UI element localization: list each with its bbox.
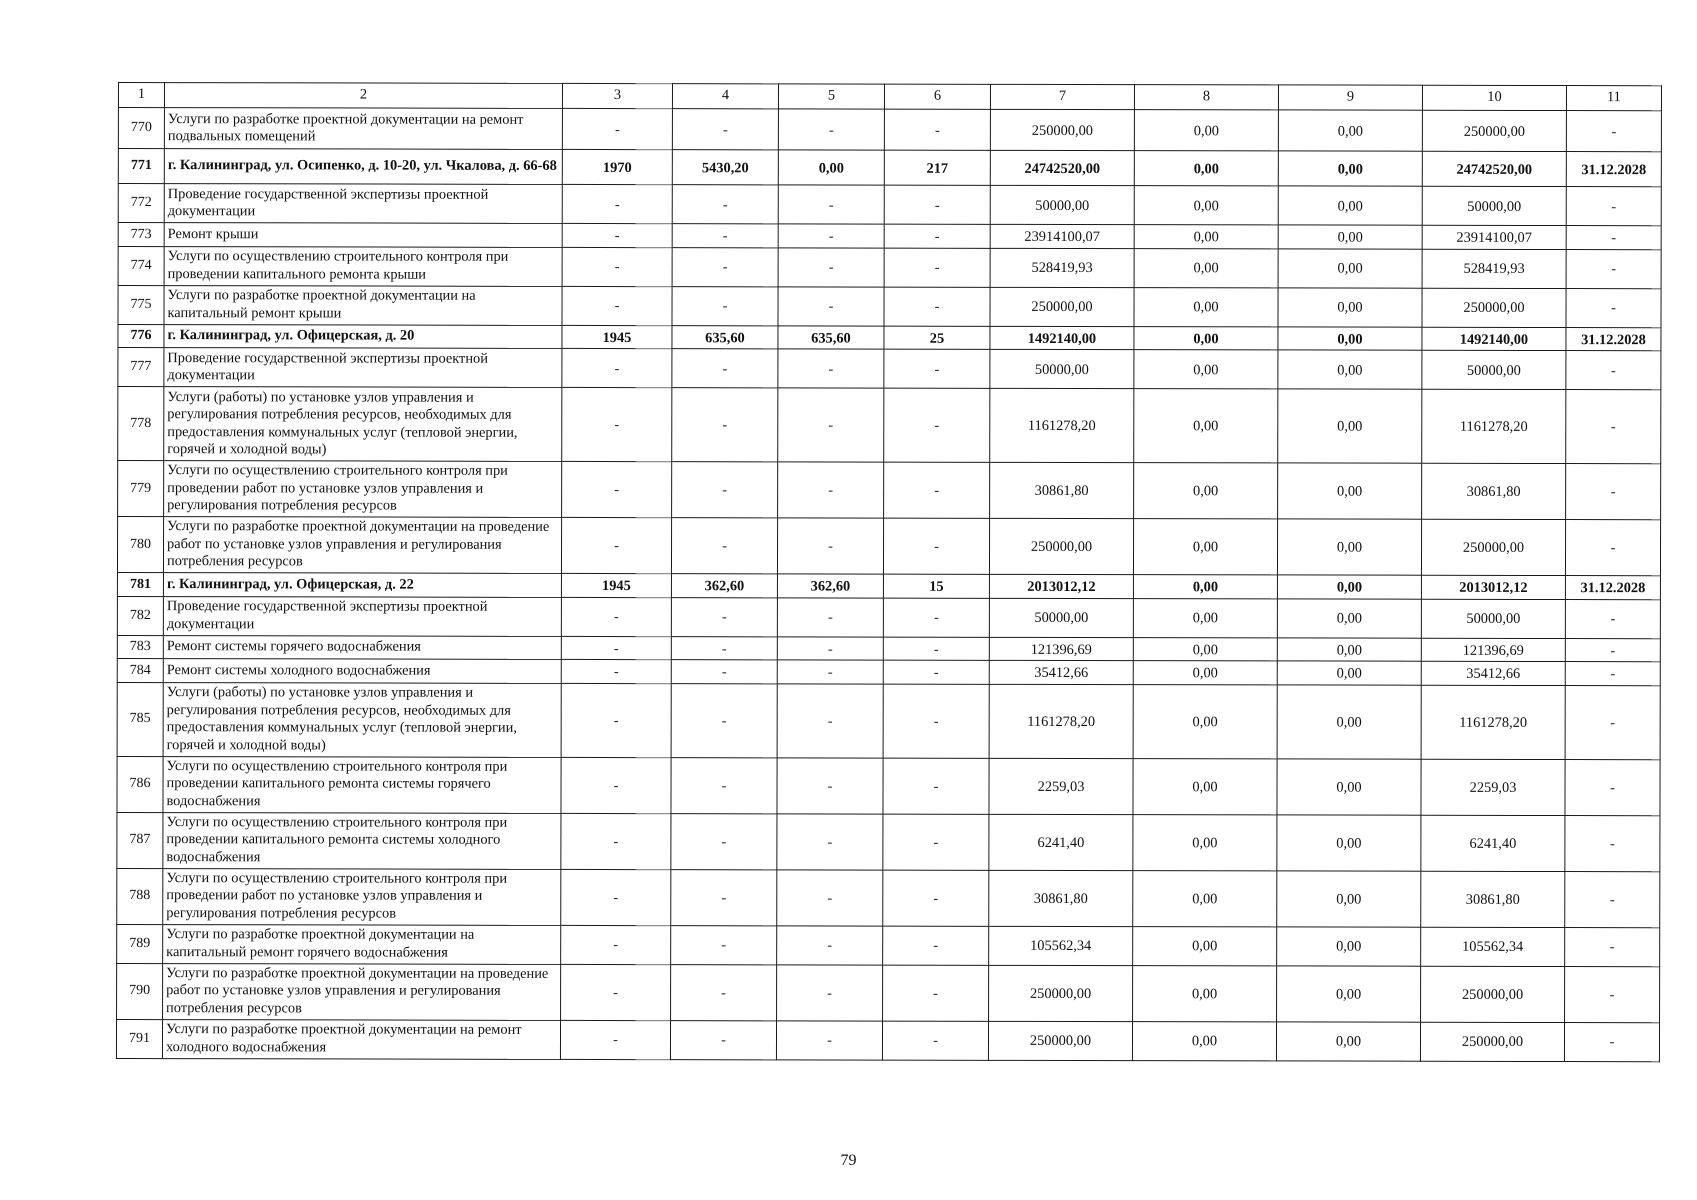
cost-total-cell: 1492140,00 [990, 326, 1134, 350]
cost-budget-cell: 0,00 [1277, 598, 1421, 637]
year-cell: - [561, 964, 671, 1020]
year-cell: - [562, 184, 672, 223]
deadline-cell: - [1565, 966, 1660, 1022]
cost-total-cell: 2013012,12 [989, 574, 1133, 598]
cost-budget-cell: 0,00 [1277, 684, 1421, 758]
year-cell: 1945 [562, 325, 672, 349]
item-name-cell: Услуги по разработке проектной документации на проведение работ по установке узлов управления и регулирования потребления ресурсов [163, 963, 561, 1020]
area-living-cell: - [778, 388, 884, 462]
table-body [116, 108, 1661, 1062]
deadline-cell: - [1566, 288, 1661, 327]
cost-budget-cell: 0,00 [1278, 186, 1422, 225]
row-number-cell: 790 [117, 963, 163, 1019]
cost-fund-cell: 0,00 [1133, 637, 1277, 661]
area-total-cell: - [671, 813, 777, 869]
cost-total-cell: 50000,00 [989, 598, 1133, 637]
area-total-cell: 5430,20 [672, 150, 778, 185]
area-total-cell: - [671, 518, 777, 574]
cost-fund-cell: 0,00 [1133, 519, 1277, 575]
row-number-cell: 773 [118, 223, 164, 247]
deadline-cell: - [1566, 249, 1661, 288]
cost-fund-cell: 0,00 [1133, 575, 1277, 599]
address-row [118, 149, 1661, 187]
table-row [117, 756, 1660, 815]
cost-total-cell: 24742520,00 [990, 150, 1134, 185]
area-living-cell: - [777, 518, 883, 574]
residents-cell: - [883, 684, 989, 758]
table-row [117, 812, 1660, 871]
year-cell: - [561, 925, 671, 964]
area-living-cell: 362,60 [777, 574, 883, 598]
item-name-cell: Ремонт системы горячего водоснабжения [163, 635, 561, 659]
cost-budget-cell: 0,00 [1278, 248, 1422, 287]
year-cell: - [562, 223, 672, 247]
row-number-cell: 782 [117, 596, 163, 635]
area-total-cell: - [672, 462, 778, 518]
year-cell: - [560, 1020, 670, 1059]
cost-owners-cell: 250000,00 [1422, 110, 1566, 151]
table-row [118, 108, 1661, 152]
deadline-cell: - [1565, 662, 1660, 686]
item-name-cell: Проведение государственной экспертизы проектной документации [163, 596, 561, 636]
area-living-cell: - [778, 462, 884, 518]
residents-cell: 25 [884, 326, 990, 350]
area-total-cell: 362,60 [671, 574, 777, 598]
residents-cell: - [883, 660, 989, 684]
year-cell: - [562, 108, 672, 149]
area-living-cell: - [778, 349, 884, 388]
deadline-cell: - [1565, 599, 1660, 638]
column-header-4: 4 [672, 84, 778, 109]
row-number-cell: 776 [118, 324, 164, 348]
cost-owners-cell: 50000,00 [1422, 186, 1566, 225]
residents-cell: - [884, 388, 990, 462]
area-living-cell: - [777, 964, 883, 1020]
area-living-cell: 0,00 [778, 150, 884, 185]
area-total-cell: - [671, 660, 777, 684]
item-name-cell: Услуги по разработке проектной документации на проведение работ по установке узлов управления и регулирования потребления ресурсов [163, 517, 561, 574]
residents-cell: - [884, 224, 990, 248]
cost-owners-cell: 2013012,12 [1421, 575, 1565, 599]
residents-cell: - [884, 185, 990, 224]
column-header-1: 1 [118, 83, 164, 108]
cost-total-cell: 250000,00 [990, 109, 1134, 150]
cost-fund-cell: 0,00 [1133, 598, 1277, 637]
residents-cell: - [884, 287, 990, 326]
item-name-cell: г. Калининград, ул. Офицерская, д. 20 [164, 324, 562, 348]
cost-budget-cell: 0,00 [1277, 814, 1421, 870]
column-header-8: 8 [1134, 85, 1278, 110]
table-row [118, 348, 1661, 390]
area-total-cell: - [671, 757, 777, 813]
residents-cell: - [883, 758, 989, 814]
cost-owners-cell: 24742520,00 [1422, 151, 1566, 186]
area-total-cell: - [671, 925, 777, 964]
area-total-cell: - [672, 247, 778, 286]
deadline-cell: - [1566, 351, 1661, 390]
table-row [117, 868, 1660, 927]
deadline-cell: 31.12.2028 [1566, 152, 1661, 187]
deadline-cell: 31.12.2028 [1566, 327, 1661, 351]
row-number-cell: 770 [118, 108, 164, 149]
deadline-cell: - [1565, 927, 1660, 966]
residents-cell: - [883, 965, 989, 1021]
cost-total-cell: 30861,80 [990, 462, 1134, 518]
area-total-cell: - [671, 869, 777, 925]
cost-budget-cell: 0,00 [1277, 637, 1421, 661]
cost-fund-cell: 0,00 [1134, 151, 1278, 186]
cost-total-cell: 1161278,20 [990, 388, 1134, 462]
deadline-cell: - [1566, 226, 1661, 250]
residents-cell: 15 [883, 574, 989, 598]
row-number-cell: 778 [118, 387, 164, 461]
row-number-cell: 784 [117, 658, 163, 682]
residents-cell: - [884, 349, 990, 388]
row-number-cell: 785 [117, 682, 163, 756]
residents-cell: - [884, 248, 990, 287]
cost-fund-cell: 0,00 [1134, 350, 1278, 389]
cost-fund-cell: 0,00 [1134, 463, 1278, 519]
area-living-cell: - [778, 109, 884, 150]
deadline-cell: - [1565, 638, 1660, 662]
item-name-cell: Услуги (работы) по установке узлов управления и регулирования потребления ресурсов, необходимых для предоставления коммунальных услуг (тепловой энергии, горячей и холодной воды) [164, 387, 562, 462]
row-number-cell: 779 [118, 461, 164, 517]
table-row [118, 246, 1661, 288]
row-number-cell: 787 [117, 812, 163, 868]
area-living-cell: - [777, 683, 883, 757]
area-total-cell: - [672, 388, 778, 462]
deadline-cell: - [1566, 390, 1661, 464]
cost-fund-cell: 0,00 [1134, 248, 1278, 287]
table-row [118, 461, 1661, 520]
cost-total-cell: 250000,00 [988, 1021, 1132, 1060]
cost-owners-cell: 6241,40 [1421, 815, 1565, 871]
deadline-cell: - [1564, 1022, 1659, 1061]
item-name-cell: Услуги по осуществлению строительного контроля при проведении капитального ремонта системы горячего водоснабжения [163, 756, 561, 813]
item-name-cell: Услуги по разработке проектной документации на ремонт подвальных помещений [164, 108, 562, 150]
table-row [117, 682, 1660, 759]
area-total-cell: - [672, 349, 778, 388]
row-number-cell: 783 [117, 635, 163, 659]
cost-owners-cell: 1161278,20 [1421, 685, 1565, 759]
area-living-cell: - [778, 286, 884, 325]
cost-total-cell: 105562,34 [989, 926, 1133, 965]
year-cell: - [562, 247, 672, 286]
row-number-cell: 774 [118, 246, 164, 285]
item-name-cell: Услуги по разработке проектной документации на ремонт холодного водоснабжения [162, 1019, 560, 1059]
area-total-cell: - [671, 964, 777, 1020]
cost-fund-cell: 0,00 [1132, 1021, 1276, 1060]
row-number-cell: 786 [117, 756, 163, 812]
cost-budget-cell: 0,00 [1277, 661, 1421, 685]
year-cell: - [562, 387, 672, 461]
item-name-cell: Услуги по осуществлению строительного контроля при проведении работ по установке узлов управления и регулирования потребления ресурсов [163, 868, 561, 925]
area-living-cell: 635,60 [778, 325, 884, 349]
cost-owners-cell: 250000,00 [1421, 966, 1565, 1022]
cost-owners-cell: 528419,93 [1422, 249, 1566, 288]
cost-budget-cell: 0,00 [1277, 870, 1421, 926]
residents-cell: - [883, 814, 989, 870]
row-number-cell: 771 [118, 149, 164, 184]
cost-budget-cell: 0,00 [1278, 151, 1422, 186]
area-total-cell: - [671, 636, 777, 660]
cost-budget-cell: 0,00 [1277, 575, 1421, 599]
table-row [117, 517, 1660, 576]
deadline-cell: - [1566, 464, 1661, 520]
year-cell: - [561, 757, 671, 813]
cost-total-cell: 250000,00 [989, 965, 1133, 1021]
area-living-cell: - [778, 224, 884, 248]
area-total-cell: - [671, 597, 777, 636]
table-row [117, 635, 1660, 662]
area-living-cell: - [778, 185, 884, 224]
deadline-cell: - [1565, 520, 1660, 576]
year-cell: - [562, 461, 672, 517]
column-header-9: 9 [1278, 85, 1422, 110]
cost-owners-cell: 1161278,20 [1422, 389, 1566, 463]
cost-budget-cell: 0,00 [1277, 926, 1421, 965]
area-total-cell: - [672, 185, 778, 224]
year-cell: 1945 [561, 573, 671, 597]
address-row [117, 573, 1660, 600]
item-name-cell: г. Калининград, ул. Офицерская, д. 22 [163, 573, 561, 597]
table-row [117, 924, 1660, 966]
row-number-cell: 789 [117, 924, 163, 963]
table-row [118, 285, 1661, 327]
table-row [117, 596, 1660, 638]
area-total-cell: - [672, 224, 778, 248]
residents-cell: - [883, 926, 989, 965]
cost-owners-cell: 250000,00 [1421, 519, 1565, 575]
cost-total-cell: 6241,40 [989, 814, 1133, 870]
cost-budget-cell: 0,00 [1276, 1021, 1420, 1060]
cost-total-cell: 528419,93 [990, 248, 1134, 287]
cost-budget-cell: 0,00 [1278, 326, 1422, 350]
column-number-header-row [118, 83, 1661, 111]
residents-cell: - [883, 518, 989, 574]
cost-total-cell: 121396,69 [989, 637, 1133, 661]
table-row [118, 223, 1661, 250]
residents-cell: 217 [884, 150, 990, 185]
item-name-cell: г. Калининград, ул. Осипенко, д. 10-20, ул. Чкалова, д. 66-68 [164, 149, 562, 185]
column-header-6: 6 [884, 84, 990, 109]
deadline-cell: - [1566, 187, 1661, 226]
cost-fund-cell: 0,00 [1134, 389, 1278, 463]
cost-total-cell: 35412,66 [989, 660, 1133, 684]
row-number-cell: 777 [118, 348, 164, 387]
cost-owners-cell: 30861,80 [1422, 463, 1566, 519]
cost-budget-cell: 0,00 [1277, 965, 1421, 1021]
item-name-cell: Услуги по осуществлению строительного контроля при проведении капитального ремонта системы холодного водоснабжения [163, 812, 561, 869]
cost-total-cell: 250000,00 [990, 287, 1134, 326]
page-number: 79 [840, 1152, 857, 1169]
deadline-cell: - [1565, 871, 1660, 927]
cost-owners-cell: 50000,00 [1421, 599, 1565, 638]
cost-fund-cell: 0,00 [1134, 186, 1278, 225]
deadline-cell: 31.12.2028 [1565, 576, 1660, 600]
column-header-3: 3 [562, 83, 672, 108]
area-living-cell: - [777, 813, 883, 869]
cost-owners-cell: 35412,66 [1421, 661, 1565, 685]
item-name-cell: Ремонт крыши [164, 223, 562, 247]
cost-total-cell: 1161278,20 [989, 684, 1133, 758]
cost-owners-cell: 121396,69 [1421, 638, 1565, 662]
residents-cell: - [884, 109, 990, 150]
item-name-cell: Услуги по разработке проектной документации на капитальный ремонт крыши [164, 285, 562, 325]
cost-fund-cell: 0,00 [1133, 758, 1277, 814]
cost-fund-cell: 0,00 [1133, 661, 1277, 685]
address-row [118, 324, 1661, 351]
cost-total-cell: 30861,80 [989, 870, 1133, 926]
year-cell: - [561, 683, 671, 757]
cost-fund-cell: 0,00 [1134, 110, 1278, 151]
row-number-cell: 775 [118, 285, 164, 324]
area-total-cell: 635,60 [672, 325, 778, 349]
row-number-cell: 788 [117, 868, 163, 924]
area-living-cell: - [777, 757, 883, 813]
cost-budget-cell: 0,00 [1277, 758, 1421, 814]
row-number-cell: 772 [118, 184, 164, 223]
area-living-cell: - [777, 597, 883, 636]
year-cell: - [561, 517, 671, 573]
deadline-cell: - [1565, 685, 1660, 759]
cost-fund-cell: 0,00 [1133, 870, 1277, 926]
row-number-cell: 780 [117, 517, 163, 573]
area-living-cell: - [776, 1020, 882, 1059]
year-cell: 1970 [562, 149, 672, 184]
cost-total-cell: 50000,00 [990, 349, 1134, 388]
residents-cell: - [883, 637, 989, 661]
row-number-cell: 781 [117, 573, 163, 597]
cost-budget-cell: 0,00 [1278, 287, 1422, 326]
column-header-2: 2 [164, 83, 562, 109]
residents-cell: - [883, 870, 989, 926]
column-header-5: 5 [778, 84, 884, 109]
cost-fund-cell: 0,00 [1133, 965, 1277, 1021]
cost-budget-cell: 0,00 [1278, 225, 1422, 249]
residents-cell: - [882, 1021, 988, 1060]
cost-owners-cell: 250000,00 [1420, 1022, 1564, 1061]
table-row [117, 658, 1660, 685]
area-living-cell: - [778, 247, 884, 286]
work-schedule-table [116, 82, 1662, 1062]
cost-fund-cell: 0,00 [1134, 326, 1278, 350]
area-total-cell: - [672, 109, 778, 150]
item-name-cell: Услуги по осуществлению строительного контроля при проведении капитального ремонта крыши [164, 246, 562, 286]
cost-budget-cell: 0,00 [1278, 389, 1422, 463]
residents-cell: - [884, 462, 990, 518]
year-cell: - [562, 286, 672, 325]
residents-cell: - [883, 598, 989, 637]
cost-total-cell: 250000,00 [989, 518, 1133, 574]
cost-budget-cell: 0,00 [1277, 519, 1421, 575]
table-row [118, 184, 1661, 226]
table-row [118, 387, 1661, 464]
year-cell: - [561, 636, 671, 660]
cost-fund-cell: 0,00 [1133, 926, 1277, 965]
row-number-cell: 791 [116, 1019, 162, 1058]
table-row [116, 1019, 1659, 1061]
deadline-cell: - [1565, 815, 1660, 871]
table-row [117, 963, 1660, 1022]
item-name-cell: Проведение государственной экспертизы проектной документации [164, 348, 562, 388]
deadline-cell: - [1565, 759, 1660, 815]
cost-total-cell: 50000,00 [990, 185, 1134, 224]
area-total-cell: - [670, 1020, 776, 1059]
area-living-cell: - [777, 636, 883, 660]
item-name-cell: Услуги по разработке проектной документации на капитальный ремонт горячего водоснабжения [163, 924, 561, 964]
cost-fund-cell: 0,00 [1133, 684, 1277, 758]
year-cell: - [561, 869, 671, 925]
cost-total-cell: 23914100,07 [990, 224, 1134, 248]
cost-owners-cell: 50000,00 [1422, 350, 1566, 389]
year-cell: - [561, 813, 671, 869]
cost-fund-cell: 0,00 [1134, 287, 1278, 326]
item-name-cell: Ремонт системы холодного водоснабжения [163, 659, 561, 683]
item-name-cell: Услуги по осуществлению строительного контроля при проведении работ по установке узлов управления и регулирования потребления ресурсов [164, 461, 562, 518]
cost-total-cell: 2259,03 [989, 758, 1133, 814]
cost-owners-cell: 23914100,07 [1422, 225, 1566, 249]
area-living-cell: - [777, 869, 883, 925]
cost-budget-cell: 0,00 [1278, 463, 1422, 519]
cost-fund-cell: 0,00 [1133, 814, 1277, 870]
cost-owners-cell: 2259,03 [1421, 759, 1565, 815]
column-header-10: 10 [1422, 85, 1566, 110]
column-header-11: 11 [1566, 86, 1661, 111]
item-name-cell: Проведение государственной экспертизы проектной документации [164, 184, 562, 224]
area-living-cell: - [777, 660, 883, 684]
year-cell: - [562, 348, 672, 387]
cost-fund-cell: 0,00 [1134, 225, 1278, 249]
cost-budget-cell: 0,00 [1278, 350, 1422, 389]
cost-owners-cell: 1492140,00 [1422, 327, 1566, 351]
area-total-cell: - [671, 683, 777, 757]
item-name-cell: Услуги (работы) по установке узлов управления и регулирования потребления ресурсов, необходимых для предоставления коммунальных услуг (тепловой энергии, горячей и холодной воды) [163, 682, 561, 757]
deadline-cell: - [1566, 111, 1661, 152]
cost-owners-cell: 105562,34 [1421, 927, 1565, 966]
cost-owners-cell: 250000,00 [1422, 288, 1566, 327]
area-total-cell: - [672, 286, 778, 325]
year-cell: - [561, 659, 671, 683]
year-cell: - [561, 597, 671, 636]
cost-owners-cell: 30861,80 [1421, 871, 1565, 927]
area-living-cell: - [777, 925, 883, 964]
column-header-7: 7 [990, 84, 1134, 109]
cost-budget-cell: 0,00 [1278, 110, 1422, 151]
